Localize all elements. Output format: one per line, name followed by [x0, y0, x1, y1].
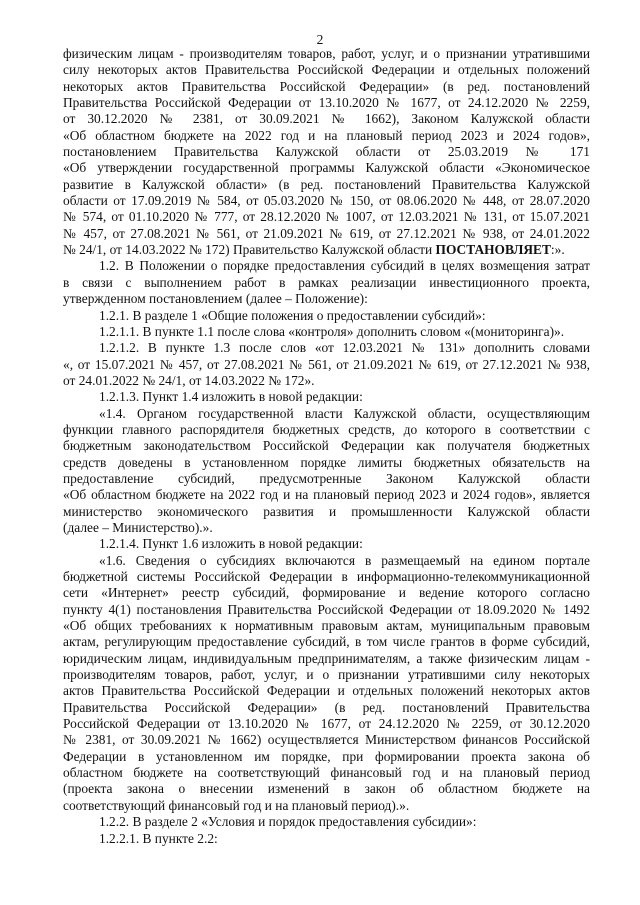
text-line: «Об общих требованиях к нормативным правовым актам, муниципальным правовым [63, 618, 590, 634]
text-line: от 24.01.2022 № 24/1, от 14.03.2022 № 172». [63, 372, 315, 388]
text-line: 1.2.1.3. Пункт 1.4 изложить в новой редакции: [99, 389, 363, 405]
text-line: «Об областном бюджете на 2022 год и на плановый период 2023 и 2024 годов», [63, 127, 590, 143]
paragraph-p-1-2 [63, 258, 590, 307]
paragraph-p-cont [63, 46, 590, 258]
paragraph-p-1-2-1-3 [63, 389, 590, 405]
text-line: сети «Интернет» реестр субсидий, формирование и ведение которого согласно [63, 585, 590, 601]
paragraph-p-1-6 [63, 553, 590, 815]
text-line: «Об областном бюджете на 2022 год и на плановый период 2023 и 2024 годов», является [63, 487, 590, 503]
text-line: 1.2. В Положении о порядке предоставления субсидий в целях возмещения затрат [99, 258, 590, 274]
text-line: от 30.12.2020 № 2381, от 30.09.2021 № 1662), Законом Калужской области [63, 111, 590, 127]
text-line: некоторых актов Правительства Российской Федерации» (в ред. постановлений [63, 78, 590, 94]
text-line: (проекта закона о внесении изменений в закон об областном бюджете на [63, 781, 590, 797]
document-body [63, 46, 590, 847]
paragraph-p-1-4 [63, 406, 590, 537]
paragraph-p-1-2-1-1 [63, 324, 590, 340]
text-line: пункту 4(1) постановления Правительства Российской Федерации от 18.09.2020 № 1492 [63, 601, 590, 617]
text-line: № 457, от 27.08.2021 № 561, от 21.09.2021 № 619, от 27.12.2021 № 938, от 24.01.2022 [63, 225, 590, 241]
text-line: соответствующий финансовый год и на плановый период).». [63, 797, 410, 813]
text-line: актов Правительства Российской Федерации и отдельных положений некоторых актов [63, 683, 590, 699]
text-line: № 2381, от 30.09.2021 № 1662) осуществляется Министерством финансов Российской [63, 732, 590, 748]
text-line: силу некоторых актов Правительства Российской Федерации и отдельных положений [63, 62, 590, 78]
text-line: «Об утверждении государственной программы Калужской области «Экономическое [63, 160, 590, 176]
text-line: актам, регулирующим предоставление субсидий, в том числе грантов в форме субсидий, [63, 634, 590, 650]
text-line: 1.2.1.1. В пункте 1.1 после слова «контроля» дополнить словом «(мониторинга)». [99, 323, 565, 339]
paragraph-p-1-2-2-1 [63, 831, 590, 847]
text-line: в связи с выполнением работ в рамках реализации инвестиционного проекта, [63, 274, 590, 290]
text-line: Правительства Российской Федерации от 13.10.2020 № 1677, от 24.12.2020 № 2259, [63, 95, 590, 111]
text-line: № 24/1, от 14.03.2022 № 172) Правительство Калужской области ПОСТАНОВЛЯЕТ:». [63, 242, 565, 258]
emphasis-word: ПОСТАНОВЛЯЕТ [435, 242, 551, 258]
text-line: «1.6. Сведения о субсидиях включаются в размещаемый на едином портале [99, 552, 590, 568]
text-line: (далее – Министерство).». [63, 519, 213, 535]
text-line: предоставление субсидий, предусмотренные Законом Калужской области [63, 470, 590, 486]
text-line: бюджетным законодательством Российской Федерации как получателя бюджетных [63, 438, 590, 454]
text-line: производителям товаров, работ, услуг, и о признании утратившими силу некоторых [63, 667, 590, 683]
text-line: развитие в Калужской области» (в ред. постановлений Правительства Калужской [63, 176, 590, 192]
paragraph-p-1-2-1-4 [63, 536, 590, 552]
text-line: Федерации в установленном им порядке, при формировании проекта закона об [63, 748, 590, 764]
text-line: Правительства Российской Федерации» (в ред. постановлений Правительства [63, 699, 590, 715]
text-line: «1.4. Органом государственной власти Калужской области, осуществляющим [99, 405, 590, 421]
text-line: юридическим лицам, индивидуальным предпринимателям, а также физическим лицам - [63, 650, 590, 666]
line-tail: :». [550, 242, 565, 258]
text-line: 1.2.2.1. В пункте 2.2: [99, 830, 218, 846]
text-line: области от 17.09.2019 № 584, от 05.03.2020 № 150, от 08.06.2020 № 448, от 28.07.2020 [63, 193, 590, 209]
text-line: № 574, от 01.10.2020 № 777, от 28.12.2020 № 1007, от 12.03.2021 № 131, от 15.07.2021 [63, 209, 590, 225]
text-line: физическим лицам - производителям товаров, работ, услуг, и о признании утратившими [63, 46, 590, 61]
text-line: 1.2.1. В разделе 1 «Общие положения о предоставлении субсидий»: [99, 307, 486, 323]
text-line: областном бюджете на соответствующий финансовый год и на плановый период [63, 765, 590, 781]
text-line: 1.2.1.4. Пункт 1.6 изложить в новой редакции: [99, 536, 363, 552]
page-number: 2 [316, 32, 324, 47]
text-line: 1.2.2. В разделе 2 «Условия и порядок предоставления субсидии»: [99, 814, 477, 830]
text-line: средств доведены в установленном порядке лимиты бюджетных обязательств на [63, 454, 590, 470]
text-line: утвержденном постановлением (далее – Положение): [63, 291, 368, 307]
paragraph-p-1-2-1 [63, 308, 590, 324]
text-line: функции главного распорядителя бюджетных средств, до которого в соответствии с [63, 421, 590, 437]
paragraph-p-1-2-1-2 [63, 340, 590, 389]
text-line: постановлением Правительства Калужской области от 25.03.2019 № 171 [63, 144, 590, 160]
text-line: «, от 15.07.2021 № 457, от 27.08.2021 № 561, от 21.09.2021 № 619, от 27.12.2021 № 938, [63, 356, 590, 372]
text-line: министерство экономического развития и промышленности Калужской области [63, 503, 590, 519]
paragraph-p-1-2-2 [63, 814, 590, 830]
text-line: Российской Федерации от 13.10.2020 № 1677, от 24.12.2020 № 2259, от 30.12.2020 [63, 716, 590, 732]
text-line: 1.2.1.2. В пункте 1.3 после слов «от 12.03.2021 № 131» дополнить словами [99, 340, 590, 356]
text-line: бюджетной системы Российской Федерации в информационно-телекоммуникационной [63, 569, 590, 584]
